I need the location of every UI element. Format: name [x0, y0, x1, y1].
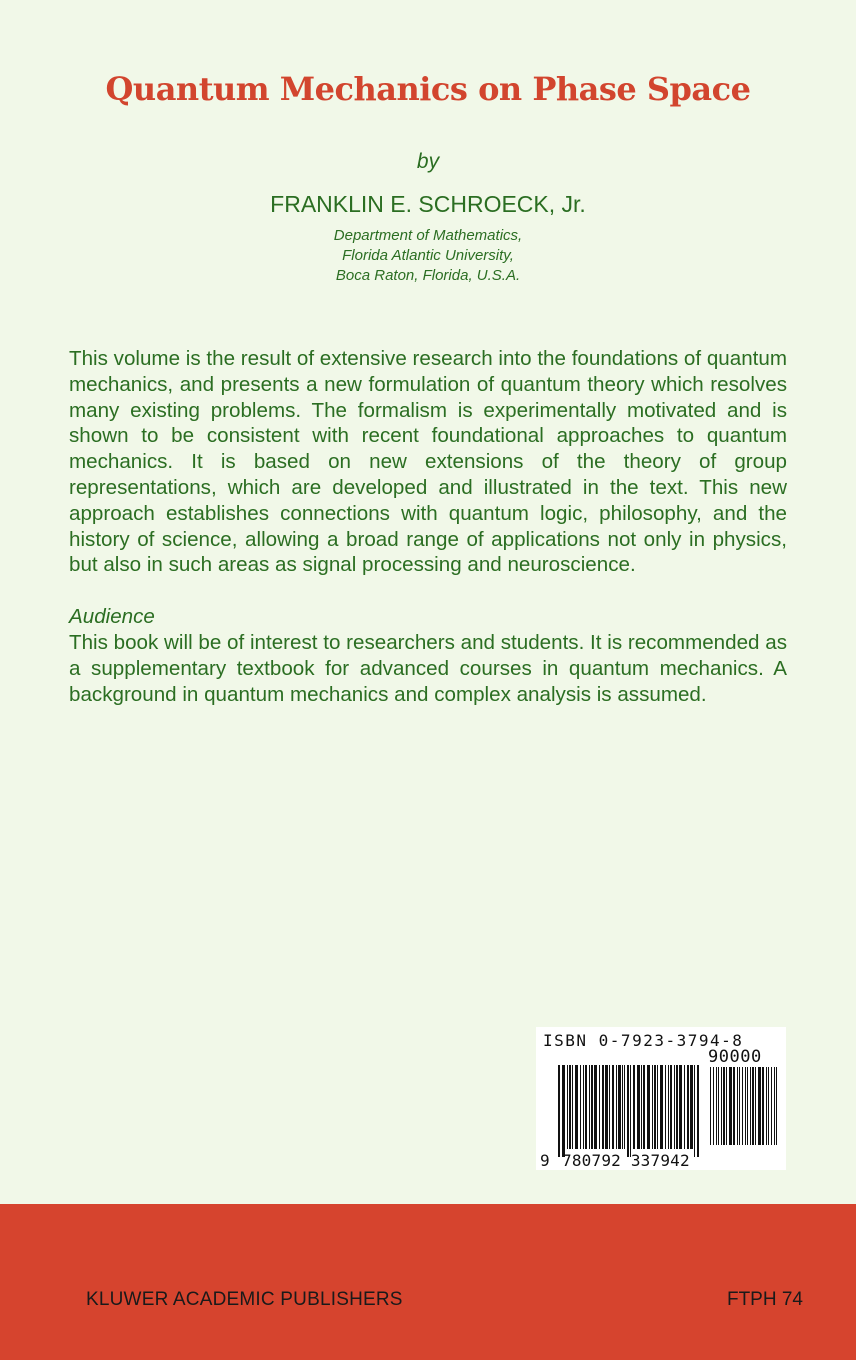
blurb — [69, 346, 787, 707]
barcode-bar — [684, 1065, 685, 1149]
barcode-bar — [729, 1067, 732, 1145]
barcode-bar — [697, 1065, 699, 1157]
series-code: FTPH 74 — [726, 1289, 803, 1310]
barcode-bar — [737, 1067, 738, 1145]
barcode-bar — [660, 1065, 663, 1149]
barcode-bar — [575, 1065, 578, 1149]
barcode-bar — [665, 1065, 666, 1149]
barcode-bar — [774, 1067, 775, 1145]
barcode-bar — [721, 1067, 722, 1145]
barcode-bar — [633, 1065, 635, 1149]
barcode-bar — [710, 1067, 711, 1145]
barcode-bar — [569, 1065, 571, 1149]
barcode-bar — [768, 1067, 769, 1145]
barcode-bar — [726, 1067, 727, 1145]
barcode-bar — [679, 1065, 682, 1149]
barcode-bar — [567, 1065, 568, 1149]
barcode-bar — [718, 1067, 719, 1145]
barcode-bar — [630, 1065, 631, 1157]
ean-digits: 780792 337942 — [562, 1151, 690, 1170]
isbn-barcode — [536, 1027, 786, 1170]
barcode-bar — [594, 1065, 597, 1149]
barcode-bar — [670, 1065, 672, 1149]
barcode-bar — [771, 1067, 772, 1145]
barcode-bar — [580, 1065, 581, 1149]
publisher-name: KLUWER ACADEMIC PUBLISHERS — [86, 1289, 403, 1310]
barcode-bar — [572, 1065, 573, 1149]
author-name: FRANKLIN E. SCHROECK, Jr. — [270, 191, 586, 217]
ean-first-digit: 9 — [540, 1151, 550, 1170]
by-line: by — [416, 150, 440, 173]
barcode-bar — [624, 1065, 625, 1149]
book-title: Quantum Mechanics on Phase Space — [105, 70, 751, 108]
barcode-bar — [723, 1067, 725, 1145]
barcode-bar — [641, 1065, 642, 1149]
barcode-bar — [687, 1065, 689, 1149]
description-paragraph: This volume is the result of extensive research into the foundations of quantum mechanics, and presents a new formulation of quantum theory which resolves many existing problems. The formalism is experimentally motivated and is shown to be consistent with recent foundational approaches to quantum mechanics. It is based on new extensions of the theory of group representations, which are developed and illustrated in the text. This new approach establishes connections with quantum logic, philosophy, and the history of science, allowing a broad range of applications not only in physics, but also in such areas as signal processing and neuroscience. — [69, 347, 787, 577]
barcode-bar — [739, 1067, 740, 1145]
barcode-bar — [612, 1065, 614, 1149]
barcode-bar — [747, 1067, 748, 1145]
barcode-bar — [616, 1065, 617, 1149]
barcode-bar — [602, 1065, 604, 1149]
barcode-bar — [643, 1065, 645, 1149]
barcode-bar — [609, 1065, 610, 1149]
barcode-bar — [750, 1067, 751, 1145]
barcode-bar — [583, 1065, 584, 1149]
barcode-bar — [657, 1065, 658, 1149]
barcode-bar — [713, 1067, 714, 1145]
barcode-bar — [618, 1065, 621, 1149]
barcode-bar — [637, 1065, 640, 1149]
audience-paragraph: This book will be of interest to researchers and students. It is recommended as a supplementary textbook for advanced courses in quantum mechanics. A background in quantum mechanics and complex analysis is assumed. — [69, 630, 787, 706]
price-addon-code: 90000 — [708, 1047, 762, 1067]
barcode-bar — [752, 1067, 754, 1145]
barcode-bar — [591, 1065, 593, 1149]
barcode-bar — [558, 1065, 560, 1157]
barcode-bar — [562, 1065, 565, 1157]
barcode-bar — [589, 1065, 590, 1149]
affiliation-line: Florida Atlantic University, — [342, 247, 514, 264]
barcode-bar — [674, 1065, 675, 1149]
barcode-bar — [766, 1067, 767, 1145]
barcode-bar — [745, 1067, 746, 1145]
barcode-bar — [733, 1067, 735, 1145]
barcode-bar — [716, 1067, 717, 1145]
barcode-bar — [755, 1067, 756, 1145]
affiliation-line: Boca Raton, Florida, U.S.A. — [335, 267, 521, 284]
barcode-bar — [627, 1065, 629, 1157]
barcode-bar — [647, 1065, 650, 1149]
isbn-number: ISBN 0-7923-3794-8 — [543, 1031, 744, 1050]
barcode-bar — [676, 1065, 678, 1149]
barcode-bar — [622, 1065, 623, 1149]
addon-barcode-bars — [710, 1067, 780, 1153]
affiliation-line: Department of Mathematics, — [333, 227, 523, 244]
author-affiliation — [0, 226, 856, 286]
barcode-bar — [585, 1065, 587, 1149]
barcode-bar — [668, 1065, 669, 1149]
audience-heading: Audience — [69, 605, 155, 629]
ean-barcode-bars — [558, 1065, 700, 1157]
footer-band — [0, 1204, 856, 1360]
barcode-bar — [605, 1065, 608, 1149]
barcode-bar — [762, 1067, 764, 1145]
barcode-bar — [599, 1065, 600, 1149]
barcode-bar — [690, 1065, 693, 1149]
barcode-bar — [654, 1065, 656, 1149]
barcode-bar — [742, 1067, 743, 1145]
barcode-bar — [652, 1065, 653, 1149]
barcode-bar — [694, 1065, 695, 1157]
barcode-bar — [776, 1067, 777, 1145]
barcode-bar — [758, 1067, 761, 1145]
